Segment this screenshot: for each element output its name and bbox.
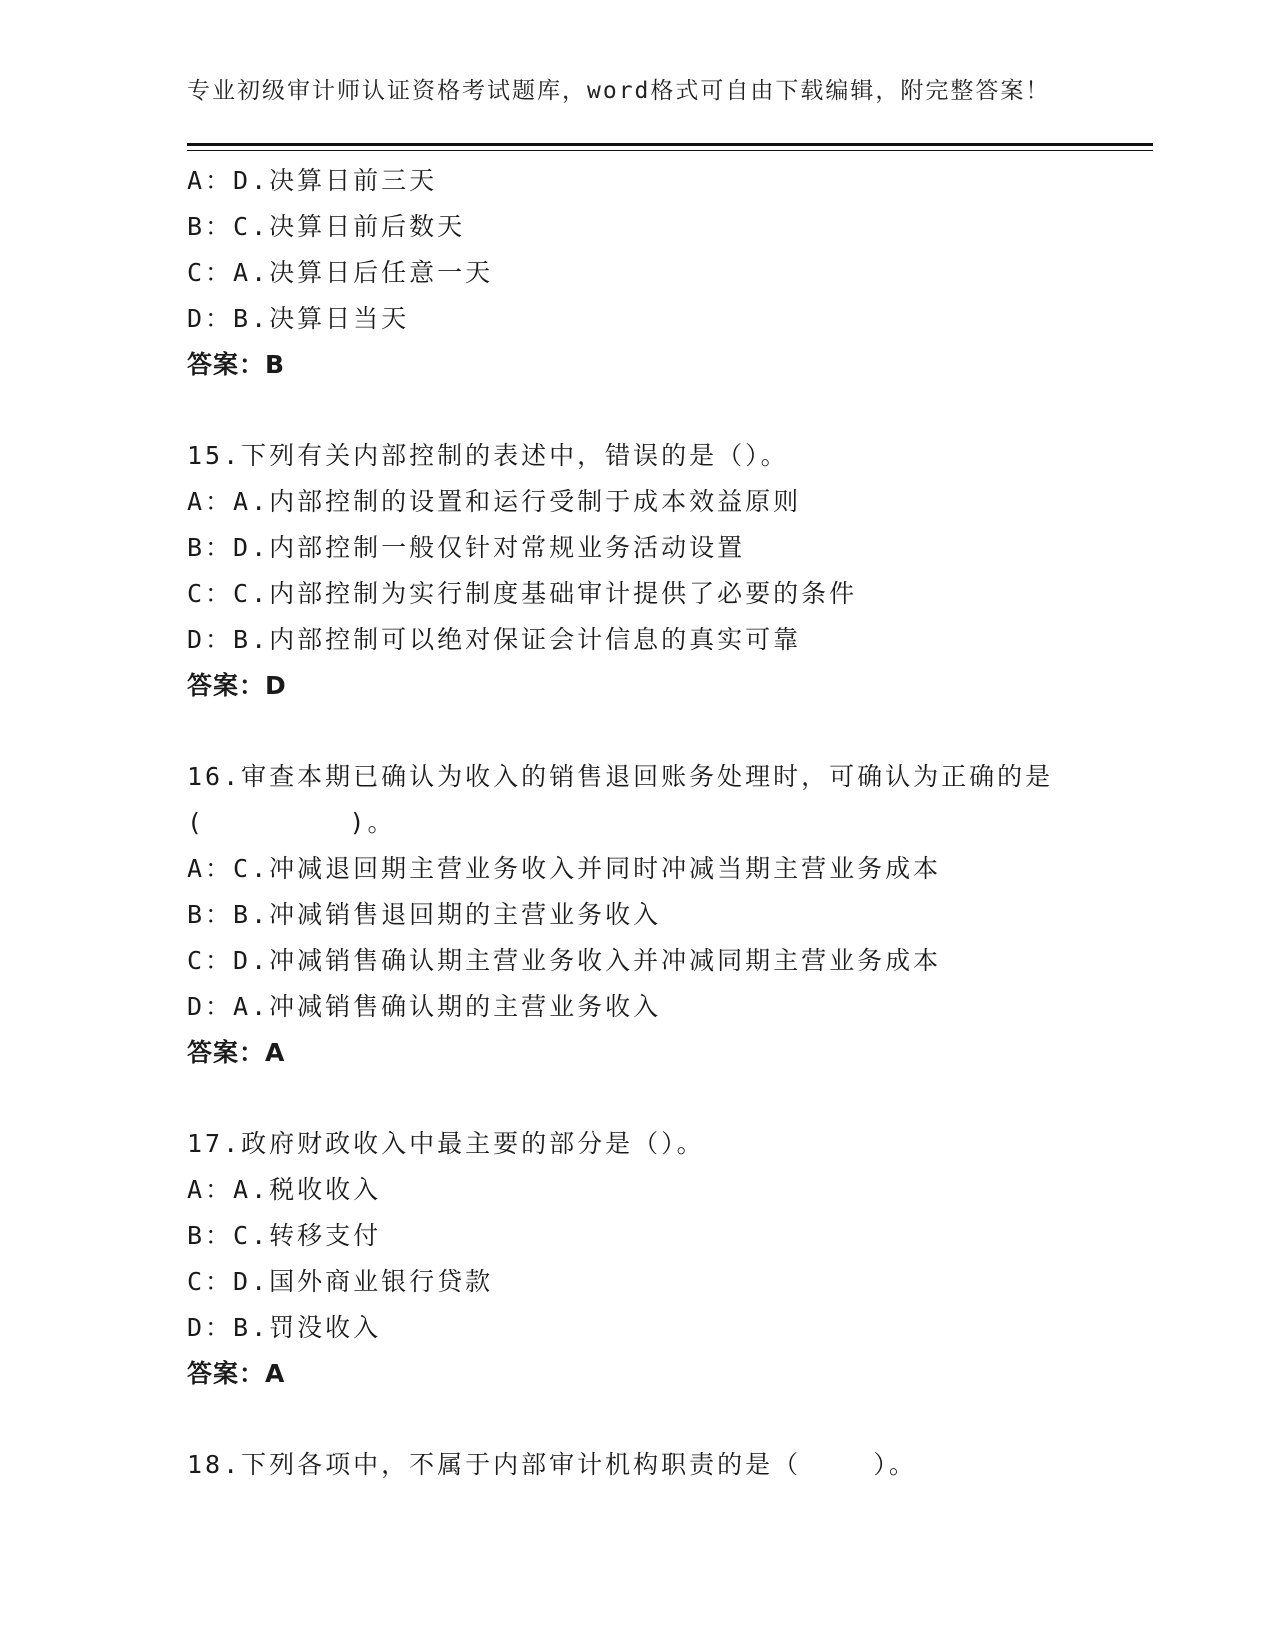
question-block-14 [187, 158, 1147, 388]
option-b: B：C.决算日前后数天 [187, 212, 466, 241]
option-c: C：D.冲减销售确认期主营业务收入并冲减同期主营业务成本 [187, 946, 942, 975]
option-b: B：C.转移支付 [187, 1221, 382, 1250]
question-stem: 16.审查本期已确认为收入的销售退回账务处理时，可确认为正确的是 [187, 762, 1054, 791]
option-d: D：A.冲减销售确认期的主营业务收入 [187, 992, 662, 1021]
question-stem-continuation: ( )。 [187, 808, 396, 837]
question-stem: 18.下列各项中，不属于内部审计机构职责的是（ ）。 [187, 1450, 917, 1479]
question-block-16 [187, 754, 1147, 1076]
option-c: C：C.内部控制为实行制度基础审计提供了必要的条件 [187, 579, 858, 608]
option-b: B：D.内部控制一般仅针对常规业务活动设置 [187, 533, 746, 562]
answer-text: 答案：A [187, 1038, 286, 1067]
answer-text: 答案：B [187, 350, 286, 379]
option-a: A：A.内部控制的设置和运行受制于成本效益原则 [187, 487, 802, 516]
option-d: D：B.决算日当天 [187, 304, 410, 333]
question-block-17 [187, 1121, 1147, 1397]
option-a: A：A.税收收入 [187, 1175, 382, 1204]
header-rule-thin [187, 150, 1153, 151]
question-block-18 [187, 1442, 1147, 1488]
question-stem: 17.政府财政收入中最主要的部分是（）。 [187, 1129, 705, 1158]
option-b: B：B.冲减销售退回期的主营业务收入 [187, 900, 662, 929]
option-c: C：A.决算日后任意一天 [187, 258, 494, 287]
answer-text: 答案：D [187, 671, 287, 700]
answer-text: 答案：A [187, 1359, 286, 1388]
option-d: D：B.内部控制可以绝对保证会计信息的真实可靠 [187, 625, 802, 654]
option-d: D：B.罚没收入 [187, 1313, 382, 1342]
question-block-15 [187, 433, 1147, 709]
question-list [187, 158, 1147, 1488]
page-header: 专业初级审计师认证资格考试题库，word格式可自由下载编辑，附完整答案！ [187, 78, 1051, 104]
option-c: C：D.国外商业银行贷款 [187, 1267, 494, 1296]
question-stem: 15.下列有关内部控制的表述中，错误的是（）。 [187, 441, 789, 470]
option-a: A：C.冲减退回期主营业务收入并同时冲减当期主营业务成本 [187, 854, 942, 883]
option-a: A：D.决算日前三天 [187, 166, 438, 195]
header-rule-thick [187, 143, 1153, 146]
